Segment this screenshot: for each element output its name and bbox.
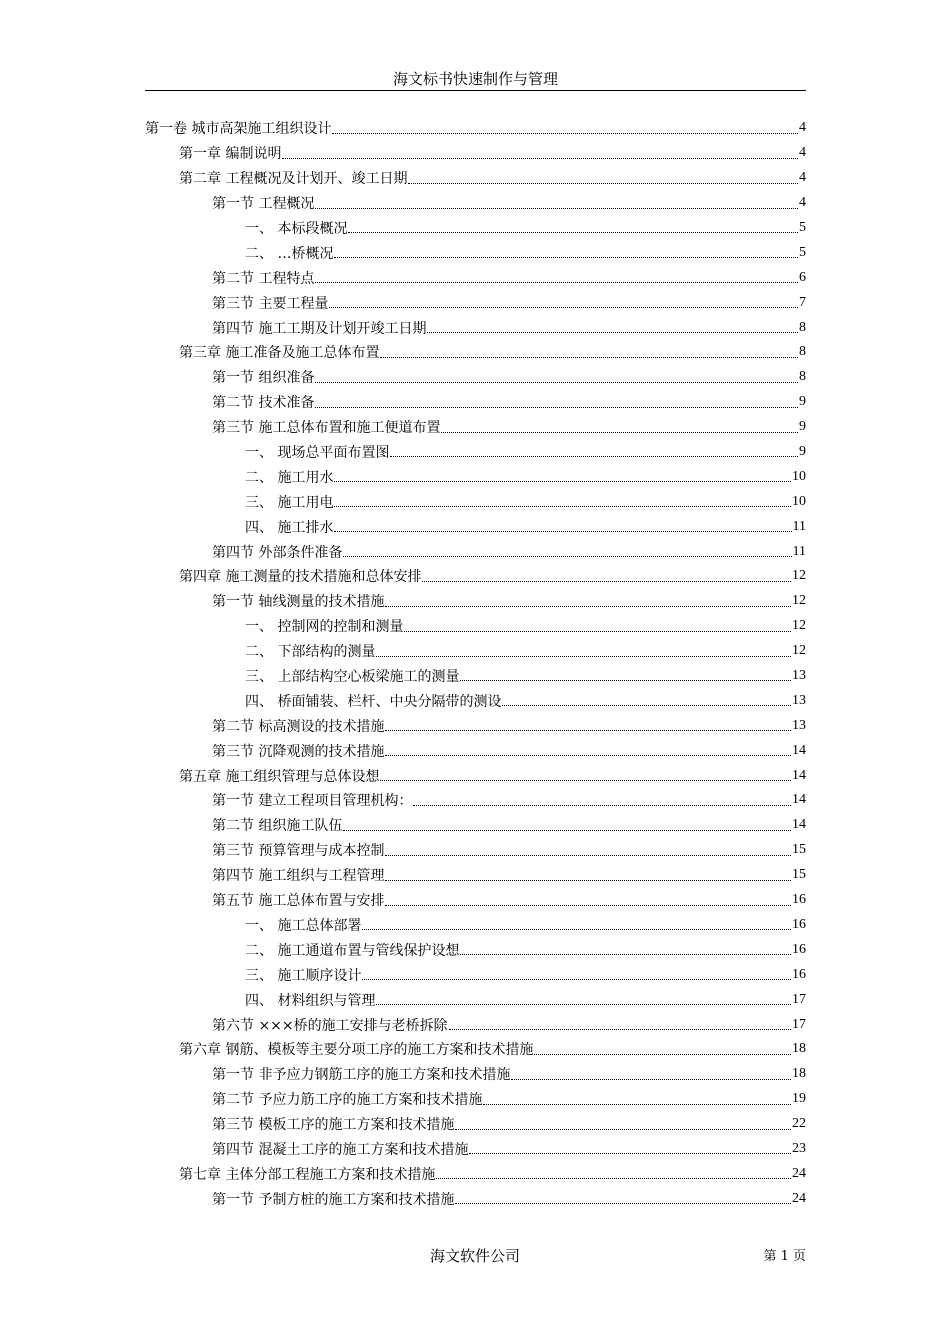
- toc-entry-page: 7: [799, 294, 806, 310]
- toc-entry-title: 第一节 组织准备: [212, 370, 315, 387]
- toc-entry-title: 第四节 混凝土工序的施工方案和技术措施: [212, 1141, 469, 1158]
- toc-entry-page: 14: [792, 742, 806, 758]
- toc-entry-title: 二、 施工通道布置与管线保护设想: [245, 942, 460, 959]
- toc-entry-title: 二、 施工用水: [245, 469, 334, 486]
- toc-entry-title: 第四章 施工测量的技术措施和总体安排: [179, 569, 422, 586]
- toc-dot-leader: [413, 804, 791, 806]
- toc-dot-leader: [343, 555, 791, 557]
- toc-entry[interactable]: [145, 688, 806, 713]
- toc-entry-title: 第四节 施工工期及计划开竣工日期: [212, 320, 427, 337]
- toc-entry-page: 13: [792, 692, 806, 708]
- toc-entry[interactable]: [145, 1062, 806, 1087]
- toc-entry[interactable]: [145, 216, 806, 241]
- toc-entry-page: 5: [799, 244, 806, 260]
- toc-dot-leader: [511, 1078, 791, 1080]
- toc-entry-page: 17: [792, 1016, 806, 1032]
- toc-dot-leader: [436, 1177, 791, 1179]
- toc-dot-leader: [315, 406, 798, 408]
- toc-entry-title: 二、 …桥概况: [245, 245, 334, 262]
- toc-entry-page: 24: [792, 1190, 806, 1206]
- toc-entry[interactable]: [145, 1012, 806, 1037]
- toc-entry-page: 4: [799, 145, 806, 161]
- toc-entry-title: 第三节 模板工序的施工方案和技术措施: [212, 1117, 455, 1134]
- toc-entry[interactable]: [145, 415, 806, 440]
- toc-entry-title: 第六节 ×××桥的施工安排与老桥拆除: [212, 1017, 448, 1034]
- toc-entry-title: 第五章 施工组织管理与总体设想: [179, 768, 380, 785]
- toc-entry[interactable]: [145, 937, 806, 962]
- toc-entry[interactable]: [145, 913, 806, 938]
- toc-entry-title: 第一节 轴线测量的技术措施: [212, 594, 385, 611]
- toc-entry-title: 四、 施工排水: [245, 519, 334, 536]
- toc-entry-page: 24: [792, 1165, 806, 1181]
- table-of-contents: [145, 116, 806, 1211]
- toc-entry-title: 第六章 钢筋、模板等主要分项工序的施工方案和技术措施: [179, 1042, 534, 1059]
- toc-entry-page: 5: [799, 220, 806, 235]
- toc-entry-title: 第一章 编制说明: [179, 146, 282, 163]
- toc-dot-leader: [404, 630, 791, 632]
- toc-entry-title: 第二节 组织施工队伍: [212, 818, 343, 835]
- footer-page-number: 第 1 页: [763, 1249, 806, 1264]
- toc-entry-page: 9: [799, 444, 806, 460]
- toc-dot-leader: [385, 904, 791, 906]
- toc-dot-leader: [460, 679, 791, 681]
- toc-entry-page: 4: [799, 120, 806, 136]
- toc-dot-leader: [315, 207, 798, 209]
- toc-entry-page: 11: [792, 543, 806, 559]
- toc-entry-title: 第三节 预算管理与成本控制: [212, 843, 385, 860]
- toc-dot-leader: [534, 1053, 791, 1055]
- toc-entry-title: 第三节 施工总体布置和施工便道布置: [212, 420, 441, 437]
- toc-dot-leader: [348, 231, 798, 233]
- toc-entry-title: 第二节 技术准备: [212, 395, 315, 412]
- toc-entry-title: 第四节 施工组织与工程管理: [212, 868, 385, 885]
- toc-entry[interactable]: [145, 365, 806, 390]
- toc-entry-title: 第一节 予制方桩的施工方案和技术措施: [212, 1191, 455, 1208]
- toc-entry[interactable]: [145, 888, 806, 913]
- toc-entry[interactable]: [145, 290, 806, 315]
- toc-entry-title: 三、 施工用电: [245, 494, 334, 511]
- toc-entry-page: 9: [799, 419, 806, 435]
- toc-entry-title: 一、 本标段概况: [245, 221, 348, 237]
- toc-entry-title: 二、 下部结构的测量: [245, 644, 376, 661]
- toc-entry[interactable]: [145, 1186, 806, 1211]
- toc-entry-page: 13: [792, 717, 806, 733]
- toc-dot-leader: [380, 356, 798, 358]
- toc-entry[interactable]: [145, 1087, 806, 1112]
- toc-entry-title: 一、 现场总平面布置图: [245, 445, 390, 462]
- toc-dot-leader: [385, 605, 791, 607]
- toc-entry-title: 三、 上部结构空心板梁施工的测量: [245, 669, 460, 686]
- toc-entry-title: 三、 施工顺序设计: [245, 967, 362, 984]
- toc-entry-title: 第一节 建立工程项目管理机构：: [212, 793, 413, 810]
- toc-entry-title: 第三章 施工准备及施工总体布置: [179, 345, 380, 362]
- toc-entry[interactable]: [145, 962, 806, 987]
- toc-entry[interactable]: [145, 116, 806, 141]
- header-divider: [145, 90, 806, 91]
- toc-entry-page: 4: [799, 170, 806, 186]
- toc-entry-page: 18: [792, 1041, 806, 1057]
- toc-entry-page: 14: [792, 767, 806, 783]
- toc-dot-leader: [282, 157, 798, 159]
- toc-entry[interactable]: [145, 713, 806, 738]
- toc-dot-leader: [376, 655, 791, 657]
- toc-entry[interactable]: [145, 315, 806, 340]
- toc-entry[interactable]: [145, 166, 806, 191]
- toc-entry[interactable]: [145, 614, 806, 639]
- toc-entry[interactable]: [145, 265, 806, 290]
- toc-dot-leader: [483, 1103, 791, 1105]
- toc-entry-title: 第五节 施工总体布置与安排: [212, 893, 385, 910]
- toc-dot-leader: [329, 306, 798, 308]
- toc-entry-title: 第二节 予应力筋工序的施工方案和技术措施: [212, 1092, 483, 1109]
- toc-dot-leader: [334, 256, 798, 258]
- toc-entry-title: 第三节 沉降观测的技术措施: [212, 743, 385, 760]
- toc-entry[interactable]: [145, 838, 806, 863]
- toc-entry-page: 11: [792, 518, 806, 534]
- toc-entry[interactable]: [145, 639, 806, 664]
- toc-entry-page: 15: [792, 842, 806, 858]
- toc-entry[interactable]: [145, 564, 806, 589]
- toc-entry-title: 第一节 非予应力钢筋工序的施工方案和技术措施: [212, 1067, 511, 1084]
- toc-entry[interactable]: [145, 1161, 806, 1186]
- toc-entry-page: 18: [792, 1066, 806, 1082]
- toc-dot-leader: [460, 953, 791, 955]
- toc-entry-title: 第一节 工程概况: [212, 196, 315, 213]
- footer-company: 海文软件公司: [429, 1247, 520, 1265]
- toc-dot-leader: [455, 1128, 791, 1130]
- toc-entry-page: 19: [792, 1091, 806, 1107]
- toc-entry-page: 8: [799, 344, 806, 360]
- toc-entry[interactable]: [145, 514, 806, 539]
- toc-entry-page: 12: [792, 643, 806, 659]
- toc-dot-leader: [385, 854, 791, 856]
- toc-dot-leader: [334, 530, 791, 532]
- toc-entry-page: 12: [792, 593, 806, 609]
- toc-dot-leader: [441, 431, 798, 433]
- toc-entry[interactable]: [145, 489, 806, 514]
- toc-entry-title: 第七章 主体分部工程施工方案和技术措施: [179, 1166, 436, 1183]
- toc-entry-page: 4: [799, 195, 806, 211]
- toc-dot-leader: [408, 182, 798, 184]
- toc-entry[interactable]: [145, 738, 806, 763]
- toc-entry[interactable]: [145, 464, 806, 489]
- toc-dot-leader: [315, 381, 798, 383]
- toc-entry-page: 10: [792, 468, 806, 484]
- toc-entry-page: 16: [792, 966, 806, 982]
- toc-dot-leader: [469, 1152, 791, 1154]
- toc-entry[interactable]: [145, 141, 806, 166]
- toc-entry-page: 9: [799, 394, 806, 410]
- toc-dot-leader: [362, 928, 791, 930]
- toc-entry-page: 13: [792, 668, 806, 684]
- page-header-title: 海文标书快速制作与管理: [392, 70, 558, 88]
- toc-entry-title: 第二节 工程特点: [212, 270, 315, 287]
- toc-entry-page: 17: [792, 991, 806, 1007]
- toc-entry[interactable]: [145, 191, 806, 216]
- toc-dot-leader: [315, 281, 798, 283]
- toc-entry-title: 一、 施工总体部署: [245, 917, 362, 934]
- toc-entry-page: 23: [792, 1140, 806, 1156]
- toc-entry-page: 12: [792, 568, 806, 584]
- toc-dot-leader: [455, 1202, 791, 1204]
- toc-entry[interactable]: [145, 1037, 806, 1062]
- toc-entry-title: 一、 控制网的控制和测量: [245, 619, 404, 636]
- toc-entry-page: 16: [792, 892, 806, 908]
- toc-dot-leader: [334, 480, 791, 482]
- toc-entry-page: 16: [792, 941, 806, 957]
- toc-entry[interactable]: [145, 240, 806, 265]
- toc-dot-leader: [343, 829, 791, 831]
- toc-entry-page: 10: [792, 493, 806, 509]
- toc-dot-leader: [380, 779, 791, 781]
- toc-entry-title: 四、 桥面铺装、栏杆、中央分隔带的测设: [245, 693, 502, 710]
- toc-entry[interactable]: [145, 863, 806, 888]
- toc-entry-page: 8: [799, 319, 806, 335]
- toc-dot-leader: [385, 879, 791, 881]
- toc-entry-page: 14: [792, 792, 806, 808]
- toc-dot-leader: [422, 580, 791, 582]
- toc-entry-title: 第四节 外部条件准备: [212, 544, 343, 561]
- toc-entry[interactable]: [145, 987, 806, 1012]
- toc-entry[interactable]: [145, 788, 806, 813]
- toc-entry-title: 第二章 工程概况及计划开、竣工日期: [179, 171, 408, 188]
- toc-entry[interactable]: [145, 589, 806, 614]
- toc-entry[interactable]: [145, 340, 806, 365]
- toc-entry[interactable]: [145, 440, 806, 465]
- toc-entry-page: 12: [792, 618, 806, 634]
- toc-entry-page: 14: [792, 817, 806, 833]
- toc-entry[interactable]: [145, 539, 806, 564]
- toc-entry[interactable]: [145, 664, 806, 689]
- toc-entry[interactable]: [145, 813, 806, 838]
- toc-entry-page: 8: [799, 369, 806, 385]
- toc-entry-title: 第三节 主要工程量: [212, 295, 329, 312]
- toc-entry[interactable]: [145, 763, 806, 788]
- toc-dot-leader: [332, 132, 798, 134]
- toc-entry[interactable]: [145, 1112, 806, 1137]
- toc-entry-title: 第一卷 城市高架施工组织设计: [145, 121, 332, 138]
- toc-dot-leader: [362, 978, 791, 980]
- toc-entry-title: 第二节 标高测设的技术措施: [212, 718, 385, 735]
- toc-entry-page: 22: [792, 1116, 806, 1132]
- toc-entry-page: 15: [792, 867, 806, 883]
- toc-entry-page: 6: [799, 269, 806, 285]
- toc-dot-leader: [385, 754, 791, 756]
- toc-entry-title: 四、 材料组织与管理: [245, 992, 376, 1009]
- toc-dot-leader: [449, 1028, 791, 1030]
- toc-entry[interactable]: [145, 390, 806, 415]
- toc-dot-leader: [502, 704, 791, 706]
- toc-dot-leader: [376, 1003, 791, 1005]
- toc-dot-leader: [334, 505, 791, 507]
- toc-entry[interactable]: [145, 1137, 806, 1162]
- toc-dot-leader: [385, 729, 791, 731]
- toc-dot-leader: [427, 331, 798, 333]
- toc-dot-leader: [390, 455, 798, 457]
- toc-entry-page: 16: [792, 916, 806, 932]
